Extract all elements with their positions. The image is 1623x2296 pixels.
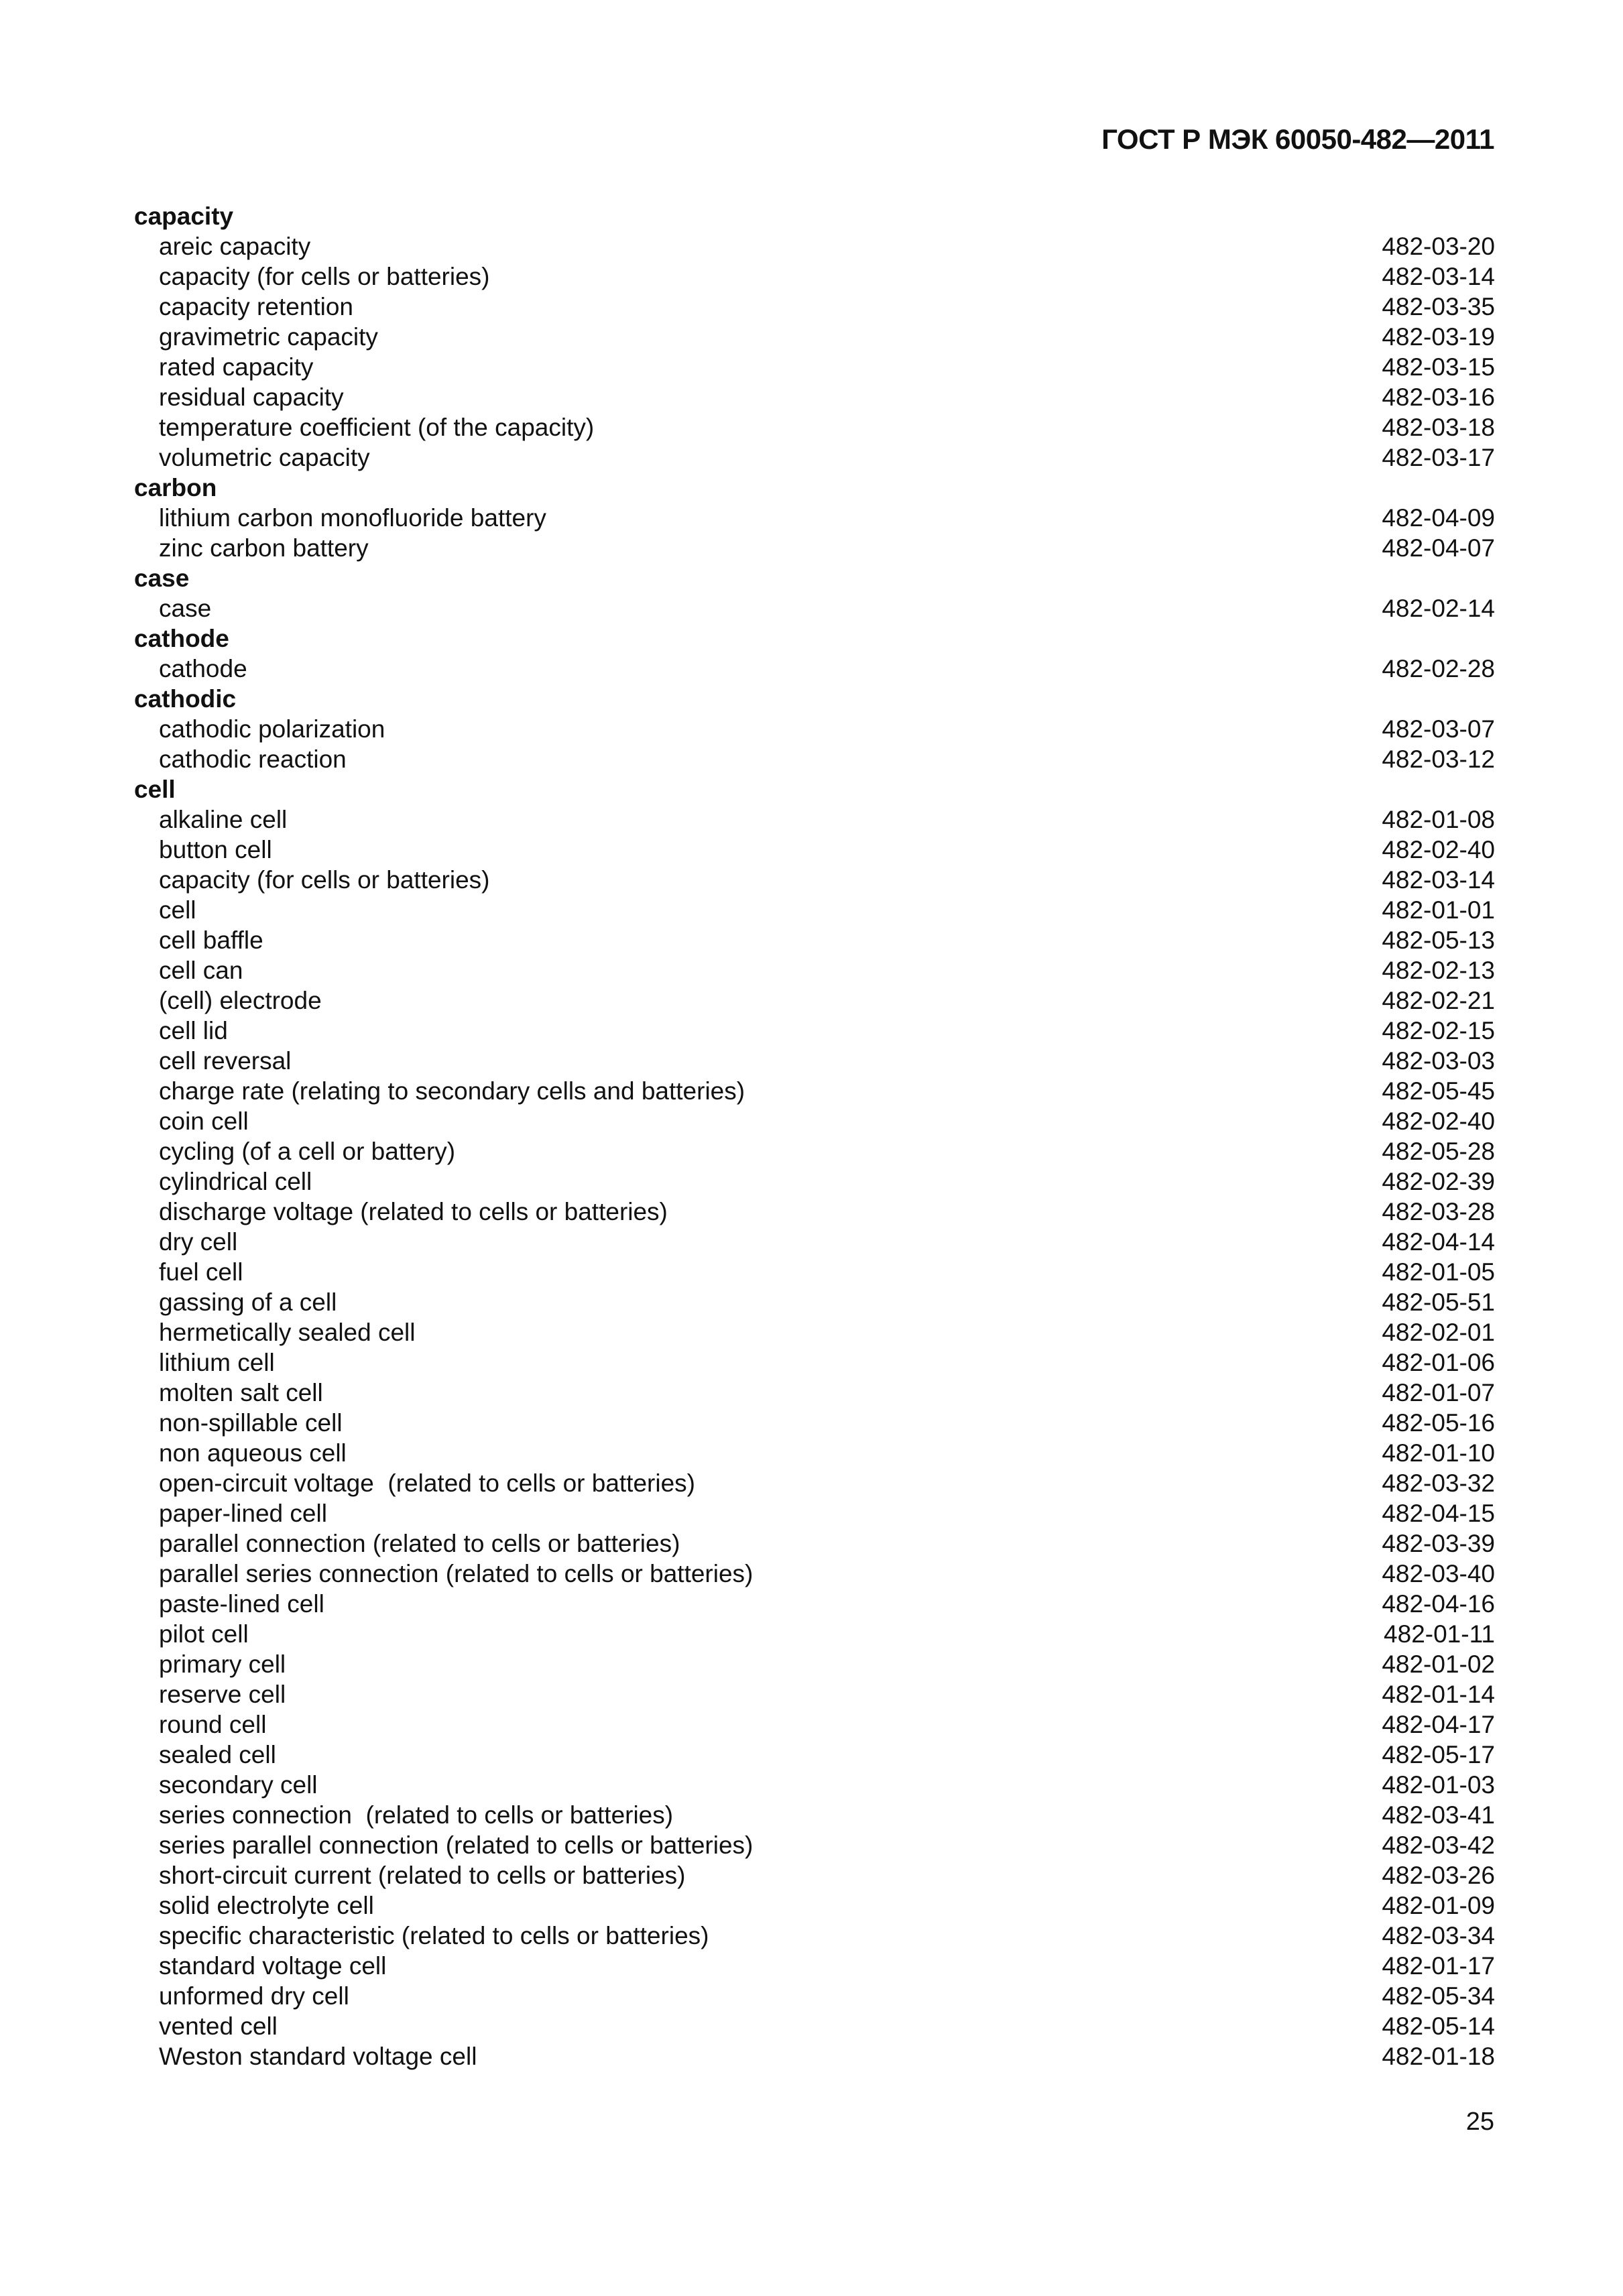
index-entry [134, 1076, 1495, 1106]
index-entry-term: zinc carbon battery [159, 534, 369, 562]
index-entry [134, 1197, 1495, 1227]
index-entry-code: 482-02-14 [1382, 595, 1495, 622]
index-entry [134, 1166, 1495, 1197]
index-entry [134, 744, 1495, 774]
index-entry-code: 482-04-09 [1382, 504, 1495, 532]
index-entry [134, 1106, 1495, 1136]
index-entry [134, 382, 1495, 412]
index-entry-code: 482-01-05 [1382, 1258, 1495, 1286]
index-entry-code: 482-05-16 [1382, 1409, 1495, 1437]
index-entry-term: cell baffle [159, 926, 263, 954]
index-entry [134, 1528, 1495, 1559]
index-entry [134, 1890, 1495, 1921]
index-entry-code: 482-04-14 [1382, 1228, 1495, 1256]
index-entry-code: 482-03-35 [1382, 293, 1495, 320]
index-entry-code: 482-01-10 [1382, 1439, 1495, 1467]
index-entry-code: 482-05-34 [1382, 1982, 1495, 2010]
index-entry-code: 482-01-14 [1382, 1681, 1495, 1708]
index-entry-term: temperature coefficient (of the capacity) [159, 414, 595, 441]
index-entry-term: volumetric capacity [159, 444, 370, 471]
index-entry-term: capacity (for cells or batteries) [159, 866, 490, 894]
index-entry [134, 714, 1495, 744]
index-entry [134, 1136, 1495, 1166]
index-entry [134, 835, 1495, 865]
index-entry-code: 482-01-02 [1382, 1650, 1495, 1678]
index-entry [134, 533, 1495, 563]
index-entry-term: coin cell [159, 1107, 249, 1135]
index-entry-term: specific characteristic (related to cells or batteries) [159, 1922, 709, 1949]
index-entry-code: 482-05-14 [1382, 2012, 1495, 2040]
index-entry-code: 482-03-28 [1382, 1198, 1495, 1225]
index-entry-code: 482-04-16 [1382, 1590, 1495, 1618]
index-entry [134, 1951, 1495, 1981]
index-entry [134, 865, 1495, 895]
index-entry-term: (cell) electrode [159, 987, 322, 1014]
index-entry-code: 482-01-08 [1382, 806, 1495, 833]
index-entry [134, 1378, 1495, 1408]
index-entry-code: 482-03-07 [1382, 715, 1495, 743]
index-entry-term: molten salt cell [159, 1379, 323, 1406]
index-entry-term: charge rate (relating to secondary cells and batteries) [159, 1077, 745, 1105]
index-entry [134, 895, 1495, 925]
index-entry [134, 503, 1495, 533]
index-entry-code: 482-03-40 [1382, 1560, 1495, 1587]
index-entry-term: open-circuit voltage (related to cells or batteries) [159, 1469, 695, 1497]
index-entry-term: cell lid [159, 1017, 228, 1044]
index-entry-code: 482-05-51 [1382, 1288, 1495, 1316]
index-entry-term: lithium carbon monofluoride battery [159, 504, 546, 532]
index-entry [134, 1046, 1495, 1076]
index-entry [134, 1498, 1495, 1528]
index-entry [134, 1709, 1495, 1740]
index-entry [134, 1559, 1495, 1589]
index-entry-code: 482-03-26 [1382, 1862, 1495, 1889]
index-entry [134, 1619, 1495, 1649]
index-entry-term: residual capacity [159, 383, 344, 411]
index-entry-term: button cell [159, 836, 272, 863]
index-entry-term: reserve cell [159, 1681, 286, 1708]
index-entry-code: 482-01-03 [1382, 1771, 1495, 1799]
index-group-heading: case [134, 564, 190, 592]
index-entry [134, 322, 1495, 352]
index-entry [134, 955, 1495, 985]
index-entry [134, 1981, 1495, 2011]
index-entry-term: case [159, 595, 212, 622]
index-entry-term: cell can [159, 957, 243, 984]
index-entry-term: series connection (related to cells or batteries) [159, 1801, 674, 1829]
index-entry [134, 352, 1495, 382]
index-entry-code: 482-03-32 [1382, 1469, 1495, 1497]
index-entry-term: cylindrical cell [159, 1168, 312, 1195]
index-group-heading: carbon [134, 474, 217, 501]
index-entry [134, 1287, 1495, 1317]
index-entry-code: 482-01-06 [1382, 1349, 1495, 1376]
index-entry-code: 482-02-15 [1382, 1017, 1495, 1044]
index-entry [134, 1408, 1495, 1438]
index-entry-code: 482-03-16 [1382, 383, 1495, 411]
index-entry-code: 482-03-39 [1382, 1530, 1495, 1557]
index-entry-code: 482-01-11 [1384, 1620, 1495, 1648]
index-entry-code: 482-02-40 [1382, 836, 1495, 863]
index-entry-term: capacity retention [159, 293, 354, 320]
index-entry-code: 482-01-09 [1382, 1892, 1495, 1919]
index-entry-code: 482-03-12 [1382, 745, 1495, 773]
index-entry-code: 482-03-41 [1382, 1801, 1495, 1829]
index-entry-term: standard voltage cell [159, 1952, 387, 1980]
index-entry [134, 654, 1495, 684]
page-number: 25 [1465, 2108, 1494, 2136]
index-entry [134, 1438, 1495, 1468]
index-entry-term: parallel series connection (related to cells or batteries) [159, 1560, 754, 1587]
index-entry-term: paste-lined cell [159, 1590, 324, 1618]
index-group-heading: cell [134, 776, 176, 803]
index-entry [134, 1740, 1495, 1770]
index-entry-term: dry cell [159, 1228, 238, 1256]
index-entry-code: 482-03-17 [1382, 444, 1495, 471]
index-entry-code: 482-03-14 [1382, 263, 1495, 290]
index-entry [134, 593, 1495, 623]
index-entry-code: 482-05-13 [1382, 926, 1495, 954]
index-entry-term: series parallel connection (related to cells or batteries) [159, 1831, 754, 1859]
index-entry-term: round cell [159, 1711, 267, 1738]
index-entry-term: cathode [159, 655, 247, 682]
index-entry-code: 482-02-21 [1382, 987, 1495, 1014]
index-entry [134, 1468, 1495, 1498]
index-entry-term: primary cell [159, 1650, 286, 1678]
index-entry-term: cathodic polarization [159, 715, 385, 743]
index-entry-term: alkaline cell [159, 806, 288, 833]
index-entry-term: capacity (for cells or batteries) [159, 263, 490, 290]
index-entry [134, 1347, 1495, 1378]
index-entry-term: non-spillable cell [159, 1409, 343, 1437]
index-entry [134, 1227, 1495, 1257]
index-group-heading: cathodic [134, 685, 237, 713]
index-entry [134, 442, 1495, 473]
index-entry [134, 1860, 1495, 1890]
index-entry-code: 482-03-18 [1382, 414, 1495, 441]
index-entry-term: lithium cell [159, 1349, 275, 1376]
index-entry [134, 1257, 1495, 1287]
index-entry-code: 482-03-14 [1382, 866, 1495, 894]
index-entry-code: 482-03-20 [1382, 233, 1495, 260]
index-entry-term: discharge voltage (related to cells or batteries) [159, 1198, 668, 1225]
index-entry-code: 482-01-17 [1382, 1952, 1495, 1980]
index-entry-code: 482-05-17 [1382, 1741, 1495, 1768]
index-group-heading: capacity [134, 202, 234, 230]
index-entry-code: 482-02-28 [1382, 655, 1495, 682]
index-entry-code: 482-04-15 [1382, 1500, 1495, 1527]
index-entry-term: cycling (of a cell or battery) [159, 1138, 456, 1165]
index-entry [134, 985, 1495, 1016]
index-entry [134, 1830, 1495, 1860]
index-entry-code: 482-03-42 [1382, 1831, 1495, 1859]
index-entry [134, 2011, 1495, 2041]
index-entry-term: cell [159, 896, 196, 924]
index-entry-term: cell reversal [159, 1047, 292, 1075]
page-header-standard: ГОСТ Р МЭК 60050-482—2011 [1101, 123, 1494, 155]
index-entry-term: hermetically sealed cell [159, 1319, 416, 1346]
index-entry [134, 2041, 1495, 2071]
index-entry [134, 1800, 1495, 1830]
index-entry-code: 482-03-03 [1382, 1047, 1495, 1075]
index-entry [134, 261, 1495, 292]
index-entry-code: 482-05-45 [1382, 1077, 1495, 1105]
index-entry-code: 482-02-39 [1382, 1168, 1495, 1195]
index-entry [134, 412, 1495, 442]
index-entry-term: secondary cell [159, 1771, 318, 1799]
index-entry-term: paper-lined cell [159, 1500, 327, 1527]
index-entry-term: non aqueous cell [159, 1439, 347, 1467]
index-entry-code: 482-01-07 [1382, 1379, 1495, 1406]
index-entry-term: unformed dry cell [159, 1982, 349, 2010]
index-entry [134, 804, 1495, 835]
index-entry-term: short-circuit current (related to cells or batteries) [159, 1862, 686, 1889]
index-group-heading: cathode [134, 625, 229, 652]
index-entry [134, 292, 1495, 322]
index-entry-term: gravimetric capacity [159, 323, 378, 351]
index-entry [134, 1589, 1495, 1619]
index-entry-term: gassing of a cell [159, 1288, 337, 1316]
index-entry-code: 482-02-13 [1382, 957, 1495, 984]
index-entry [134, 1649, 1495, 1679]
index-entry-term: sealed cell [159, 1741, 276, 1768]
index-entry-code: 482-01-01 [1382, 896, 1495, 924]
index-entry-term: vented cell [159, 2012, 278, 2040]
index-entry-code: 482-01-18 [1382, 2043, 1495, 2070]
index-entry-code: 482-05-28 [1382, 1138, 1495, 1165]
index-entry-code: 482-03-34 [1382, 1922, 1495, 1949]
index-entry-term: areic capacity [159, 233, 311, 260]
index-entry-code: 482-04-07 [1382, 534, 1495, 562]
index-entry [134, 1770, 1495, 1800]
index-entry-term: Weston standard voltage cell [159, 2043, 477, 2070]
index-entry [134, 1921, 1495, 1951]
index-entry [134, 1317, 1495, 1347]
index-entry-code: 482-04-17 [1382, 1711, 1495, 1738]
index-entry-code: 482-03-19 [1382, 323, 1495, 351]
index-entry-term: solid electrolyte cell [159, 1892, 374, 1919]
index-entry [134, 925, 1495, 955]
index-entry-term: pilot cell [159, 1620, 249, 1648]
term-index [134, 201, 1495, 2071]
index-entry-term: parallel connection (related to cells or batteries) [159, 1530, 680, 1557]
index-entry [134, 231, 1495, 261]
index-entry [134, 1679, 1495, 1709]
index-entry-code: 482-03-15 [1382, 353, 1495, 381]
index-entry [134, 1016, 1495, 1046]
index-entry-term: cathodic reaction [159, 745, 347, 773]
index-entry-term: fuel cell [159, 1258, 243, 1286]
index-entry-code: 482-02-40 [1382, 1107, 1495, 1135]
index-entry-code: 482-02-01 [1382, 1319, 1495, 1346]
index-entry-term: rated capacity [159, 353, 314, 381]
